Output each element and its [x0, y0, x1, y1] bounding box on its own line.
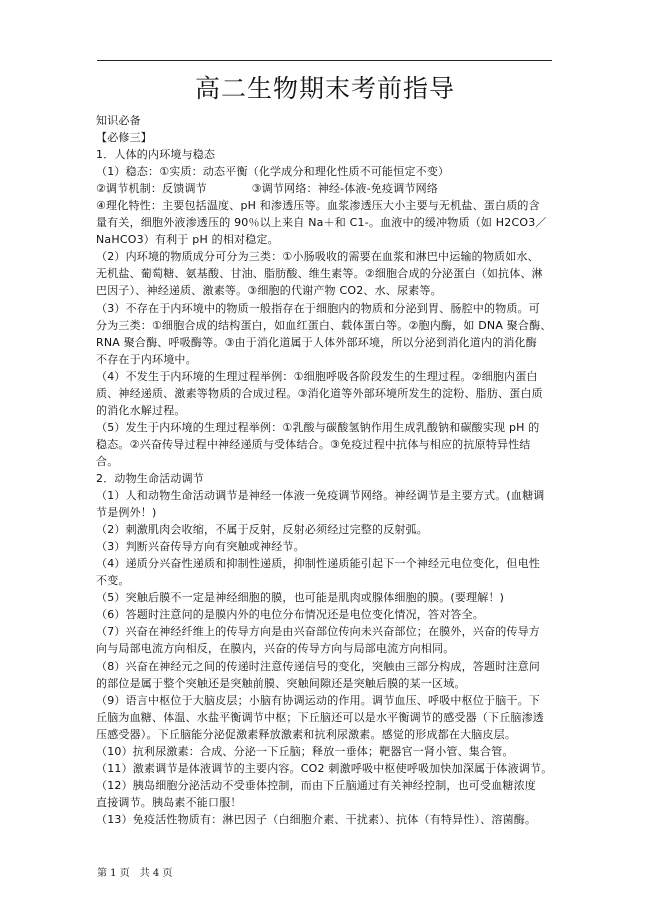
text-line: 量有关，细胞外液渗透压的 90％以上来自 Na＋和 C1-。血液中的缓冲物质（如 H2CO3／: [96, 216, 547, 230]
text-line: 稳态。②兴奋传导过程中神经递质与受体结合。③免疫过程中抗体与相应的抗原特异性结: [96, 437, 531, 451]
text-line: （8）兴奋在神经元之间的传递时注意传递信号的变化，突触由三部分构成，答题时注意问: [96, 659, 540, 673]
text-line: 分为三类：①细胞合成的结构蛋白，如血红蛋白、载体蛋白等。②胞内酶，如 DNA 聚合酶、: [96, 318, 552, 332]
text-line: （12）胰岛细胞分泌活动不受垂体控制，而由下丘脑通过有关神经控制，也可受血糖浓度: [96, 778, 536, 792]
text-line: 2．动物生命活动调节: [96, 471, 204, 485]
text-line: 的部位是属于整个突触还是突触前膜、突触间隙还是突触后膜的某一区域。: [96, 676, 466, 690]
page-number: 第 1 页 共 4 页: [97, 868, 173, 879]
text-line: ②调节机制：反馈调节 ③调节网络：神经-体液-免疫调节网络: [96, 182, 439, 196]
text-line: 不变。: [96, 574, 130, 588]
header-rule: [97, 60, 552, 61]
text-line: 合。: [96, 454, 119, 468]
text-line: （5）突触后膜不一定是神经细胞的膜，也可能是肌肉或腺体细胞的膜。(要理解！): [96, 591, 505, 605]
text-line: （3）判断兴奋传导方向有突触或神经节。: [96, 540, 305, 554]
document-body: [96, 112, 556, 828]
text-line: （5）发生于内环境的生理过程举例：①乳酸与碳酸氢钠作用生成乳酸钠和碳酸实现 pH 的: [96, 420, 540, 434]
text-line: （2）内环境的物质成分可分为三类：①小肠吸收的需要在血浆和淋巴中运输的物质如水、: [96, 250, 539, 264]
text-line: （9）语言中枢位于大脑皮层；小脑有协调运动的作用。调节血压、呼吸中枢位于脑干。下: [96, 693, 540, 707]
text-line: 节是例外！): [96, 506, 157, 520]
text-line: 直接调节。胰岛素不能口服！: [96, 795, 242, 809]
text-line: 压感受器）。下丘脑能分泌促激素释放激素和抗利尿激素。感觉的形成都在大脑皮层。: [96, 727, 517, 741]
text-line: 的消化水解过程。: [96, 403, 186, 417]
text-line: （13）免疫活性物质有：淋巴因子（白细胞介素、干扰素）、抗体（有特异性）、溶菌酶。: [96, 812, 537, 826]
text-line: 不存在于内环境中。: [96, 352, 197, 366]
text-line: （7）兴奋在神经纤维上的传导方向是由兴奋部位传向未兴奋部位；在膜外，兴奋的传导方: [96, 625, 540, 639]
document-title: 高二生物期末考前指导: [194, 74, 455, 103]
text-line: （10）抗利尿激素：合成、分泌一下丘脑；释放一垂体；靶器官一肾小管、集合管。: [96, 744, 514, 758]
text-line: RNA 聚合酶、呼吸酶等。③由于消化道属于人体外部环境，所以分泌到消化道内的消化酶: [96, 335, 537, 349]
text-line: （2）刺激肌肉会收缩，不属于反射，反射必须经过完整的反射弧。: [96, 523, 428, 537]
text-line: 巴因子）、神经递质、激素等。③细胞的代谢产物 CO2、水、尿素等。: [96, 284, 442, 298]
text-line: 【必修三】: [96, 131, 152, 145]
text-line: （4）递质分兴奋性递质和抑制性递质，抑制性递质能引起下一个神经元电位变化，但电性: [96, 557, 540, 571]
text-line: 知识必备: [96, 114, 141, 127]
text-line: 无机盐、葡萄糖、氨基酸、甘油、脂肪酸、维生素等。②细胞合成的分泌蛋白（如抗体、淋: [96, 267, 543, 281]
text-line: （4）不发生于内环境的生理过程举例：①细胞呼吸各阶段发生的生理过程。②细胞内蛋白: [96, 369, 538, 383]
text-line: （1）稳态：①实质：动态平衡（化学成分和理化性质不可能恒定不变）: [96, 165, 450, 179]
text-line: 向与局部电流方向相反，在膜内，兴奋的传导方向与局部电流方向相同。: [96, 642, 455, 656]
text-line: 质、神经递质、激素等物质的合成过程。③消化道等外部环境所发生的淀粉、脂肪、蛋白质: [96, 386, 543, 400]
text-line: 1．人体的内环境与稳态: [96, 148, 216, 162]
text-line: （6）答题时注意问的是膜内外的电位分布情况还是电位变化情况，答对答全。: [96, 608, 484, 622]
text-line: （1）人和动物生命活动调节是神经一体液一免疫调节网络。神经调节是主要方式。(血糖调: [96, 489, 545, 503]
text-line: ④理化特性：主要包括温度、pH 和渗透压等。血浆渗透压大小主要与无机盐、蛋白质的含: [96, 199, 540, 213]
text-line: NaHCO3）有利于 pH 的相对稳定。: [96, 233, 279, 247]
text-line: （11）激素调节是体液调节的主要内容。CO2 刺激呼吸中枢使呼吸加快加深属于体液调节。: [96, 761, 553, 775]
text-line: （3）不存在于内环境中的物质一般指存在于细胞内的物质和分泌到胃、肠腔中的物质。可: [96, 301, 540, 315]
text-line: 丘脑为血糖、体温、水盐平衡调节中枢；下丘脑还可以是水平衡调节的感受器（下丘脑渗透: [96, 710, 544, 724]
